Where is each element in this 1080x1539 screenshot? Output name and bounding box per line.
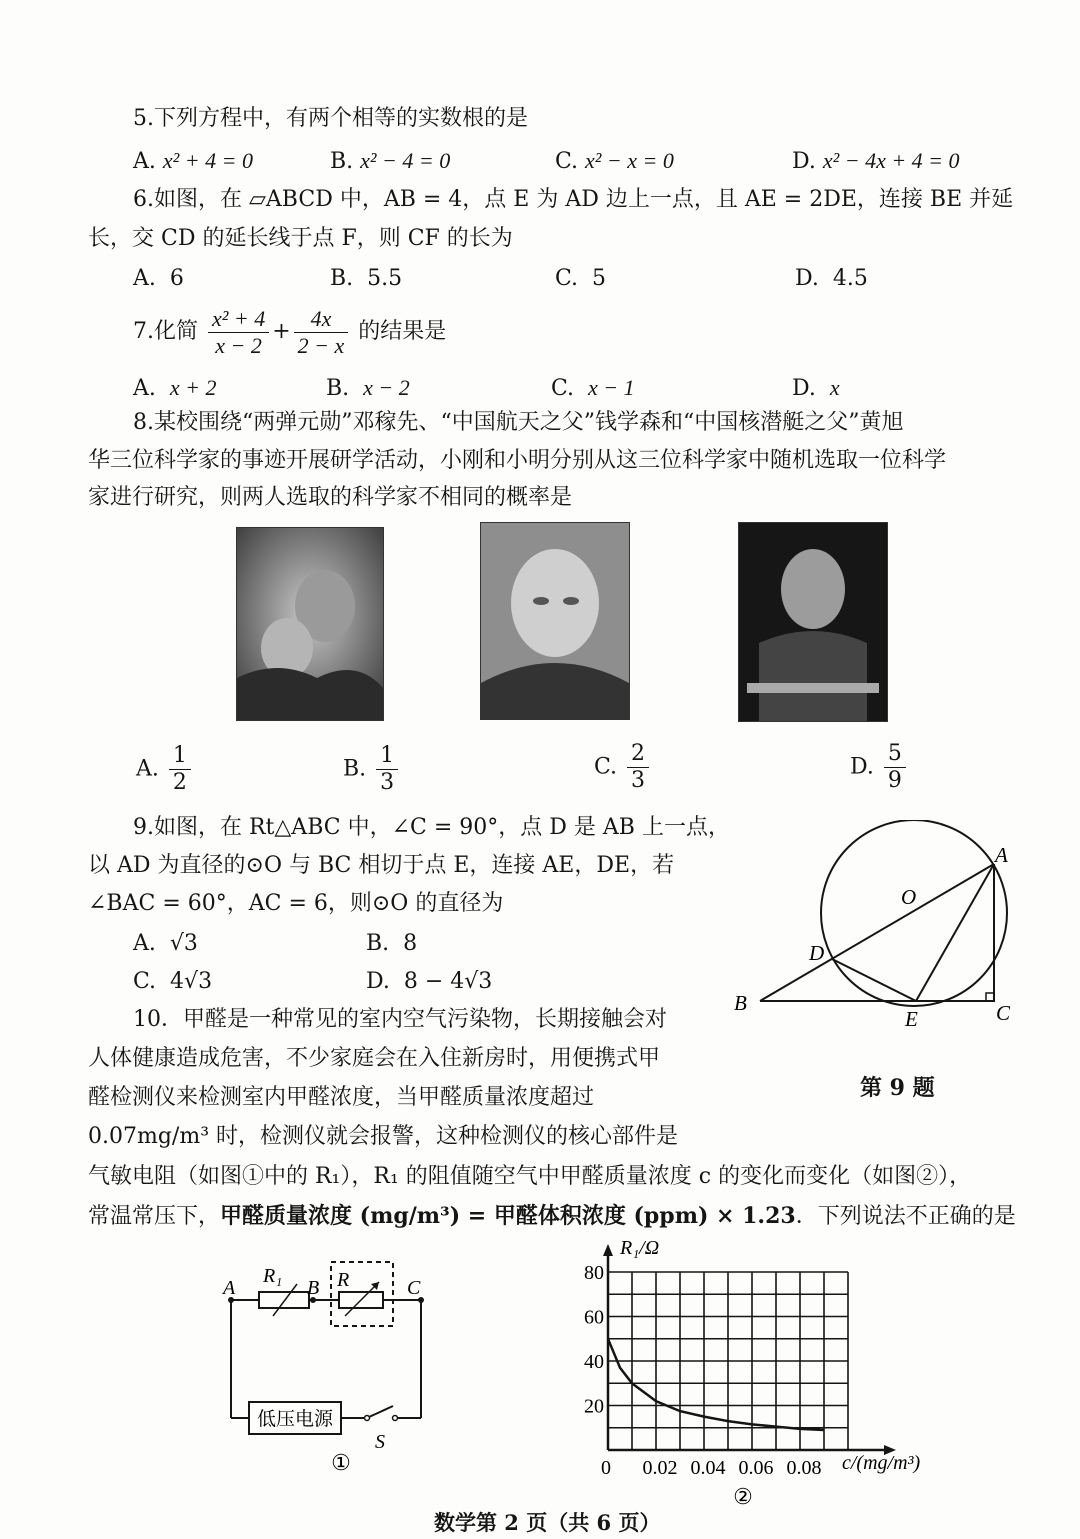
scientist-photo-3	[738, 522, 888, 722]
fraction-denominator: 2 − x	[297, 332, 345, 358]
q5-option-c	[555, 146, 674, 177]
option-value: 5	[592, 266, 607, 291]
q7-option-c	[551, 373, 635, 404]
circuit-caption: ①	[331, 1450, 351, 1475]
option-fraction	[376, 743, 398, 796]
q6-option-a	[133, 264, 184, 294]
circuit-label-r: R	[337, 1269, 350, 1291]
q7-option-d	[792, 373, 840, 404]
option-letter: C.	[555, 149, 579, 174]
fraction-numerator: 2	[627, 741, 649, 768]
q9-line-1: 9.如图，在 Rt△ABC 中，∠C = 90°，点 D 是 AB 上一点，	[133, 815, 730, 840]
fraction-denominator: 9	[887, 768, 902, 793]
q9-option-a	[133, 929, 198, 959]
fraction-denominator: 3	[631, 768, 646, 793]
option-expr: 4√3	[170, 969, 213, 994]
q6-option-d	[795, 264, 868, 294]
q5-stem: 5.下列方程中，有两个相等的实数根的是	[133, 106, 528, 131]
option-letter: D.	[792, 149, 816, 174]
q10-line-2: 人体健康造成危害，不少家庭会在入住新房时，用便携式甲	[88, 1046, 661, 1071]
q10-formula: 甲醛质量浓度 (mg/m³) = 甲醛体积浓度 (ppm) × 1.23	[220, 1203, 796, 1229]
option-letter: D.	[366, 969, 390, 994]
option-expr: 8 − 4√3	[403, 969, 493, 994]
q6-option-b	[330, 264, 402, 294]
q8-line-3: 家进行研究，则两人选取的科学家不相同的概率是	[88, 485, 573, 510]
q9-line-3: ∠BAC = 60°，AC = 6，则⊙O 的直径为	[88, 891, 504, 916]
option-letter: C.	[133, 969, 157, 994]
x-tick-label: 0.02	[642, 1457, 678, 1479]
q10-line-1: 10．甲醛是一种常见的室内空气污染物，长期接触会对	[133, 1007, 667, 1032]
x-tick-label: 0.06	[738, 1457, 774, 1479]
q8-option-b	[343, 743, 401, 796]
option-value: 6	[169, 266, 184, 291]
option-letter: A.	[136, 756, 159, 782]
q8-option-c	[594, 741, 652, 794]
label-c: C	[996, 1001, 1011, 1025]
label-a: A	[995, 843, 1008, 867]
fraction-numerator: 4x	[294, 306, 349, 333]
q8-line-2: 华三位科学家的事迹开展研学活动，小刚和小明分别从这三位科学家中随机选取一位科学	[88, 448, 947, 473]
q8-line-1: 8.某校围绕“两弹元勋”邓稼先、“中国航天之父”钱学森和“中国核潜艇之父”黄旭	[133, 410, 904, 435]
y-tick-label: 40	[584, 1351, 604, 1373]
scientist-photo-2	[480, 522, 630, 720]
option-letter: A.	[133, 266, 156, 291]
q7-suffix: 的结果是	[358, 319, 447, 344]
label-o: O	[901, 885, 917, 909]
fraction-numerator: 1	[376, 743, 398, 770]
x-tick-label: 0	[601, 1457, 611, 1479]
segment-ae	[916, 864, 994, 1001]
graph-ylabel: R₁/Ω	[620, 1237, 660, 1259]
fraction-denominator: 2	[172, 770, 187, 795]
option-letter: B.	[330, 149, 354, 174]
label-e: E	[905, 1007, 918, 1031]
option-letter: A.	[133, 376, 156, 401]
q7-option-a	[133, 373, 217, 404]
option-letter: A.	[133, 149, 156, 174]
circuit-label-s: S	[375, 1431, 385, 1453]
option-expr: x² + 4 = 0	[162, 148, 253, 173]
q10-line-5: 气敏电阻（如图①中的 R₁），R₁ 的阻值随空气中甲醛质量浓度 c 的变化而变化（如图②），	[88, 1164, 972, 1189]
option-expr: 8	[403, 931, 418, 956]
circuit-label-r1: R₁	[263, 1265, 283, 1287]
circuit-diagram	[215, 1252, 445, 1482]
label-b: B	[734, 991, 747, 1015]
option-letter: B.	[330, 266, 354, 291]
option-expr: x	[829, 375, 840, 400]
q5-option-d	[792, 146, 960, 177]
q8-option-a	[136, 743, 194, 796]
option-letter: A.	[133, 931, 156, 956]
q5-option-a	[133, 146, 253, 177]
q9-figure-caption: 第 9 题	[860, 1075, 935, 1101]
fraction-denominator: x − 2	[215, 332, 262, 358]
resistor-r1	[259, 1292, 309, 1308]
option-letter: D.	[850, 754, 874, 780]
q10-line-6-c: ．下列说法不正确的是	[795, 1204, 1016, 1229]
scientist-photo-1	[236, 527, 384, 721]
y-tick-label: 20	[584, 1395, 604, 1418]
page-footer: 数学第 2 页（共 6 页）	[434, 1510, 661, 1535]
q6-line-1: 6.如图，在 ▱ABCD 中，AB = 4，点 E 为 AD 边上一点，且 AE = 2DE，连接 BE 并延	[133, 187, 1014, 212]
x-tick-label: 0.04	[690, 1457, 726, 1479]
option-letter: B.	[326, 376, 350, 401]
q9-line-2: 以 AD 为直径的⊙O 与 BC 相切于点 E，连接 AE，DE，若	[88, 853, 675, 878]
option-letter: B.	[366, 931, 390, 956]
q7-stem	[133, 302, 446, 362]
q7-plus: +	[272, 319, 291, 344]
circle-o	[821, 820, 1007, 1006]
option-letter: B.	[343, 756, 367, 782]
option-expr: x² − x = 0	[585, 148, 674, 173]
option-letter: D.	[792, 376, 816, 401]
option-expr: x² − 4x + 4 = 0	[822, 148, 960, 173]
right-angle-mark	[986, 993, 994, 1001]
circuit-label-a: A	[223, 1277, 236, 1299]
option-letter: D.	[795, 266, 819, 291]
option-value: 4.5	[832, 266, 868, 291]
fraction-numerator: 1	[169, 743, 191, 770]
q9-figure	[720, 820, 1030, 1040]
q7-prefix: 7.化简	[133, 319, 198, 344]
label-d: D	[809, 941, 825, 965]
option-value: 5.5	[367, 266, 403, 291]
y-tick-label: 80	[584, 1262, 604, 1284]
q8-option-d	[850, 741, 909, 794]
option-fraction	[169, 743, 191, 796]
segment-de	[832, 959, 916, 1001]
fraction-denominator: 3	[380, 770, 395, 795]
q5-option-b	[330, 146, 450, 177]
y-axis-arrow	[603, 1244, 613, 1256]
power-supply-label: 低压电源	[256, 1409, 334, 1430]
series-curve	[608, 1339, 824, 1430]
y-tick-label: 60	[584, 1306, 604, 1329]
q10-line-3: 醛检测仪来检测室内甲醛浓度，当甲醛质量浓度超过	[88, 1085, 595, 1110]
graph-xlabel: c/(mg/m³)	[842, 1452, 921, 1474]
option-letter: C.	[594, 754, 618, 780]
option-expr: x − 1	[588, 375, 635, 400]
option-expr: √3	[169, 931, 198, 956]
q6-option-c	[555, 264, 606, 294]
option-expr: x − 2	[363, 375, 410, 400]
option-letter: C.	[555, 266, 579, 291]
q7-fraction-1	[208, 306, 269, 359]
fraction-numerator: 5	[884, 741, 906, 768]
fraction-numerator: x² + 4	[208, 306, 269, 333]
option-expr: x² − 4 = 0	[360, 148, 451, 173]
option-expr: x + 2	[169, 375, 217, 400]
q9-option-c	[133, 967, 212, 997]
switch-s	[369, 1406, 393, 1417]
x-tick-label: 0.08	[786, 1457, 822, 1479]
q7-option-b	[326, 373, 410, 404]
q9-option-d	[366, 967, 492, 997]
q9-option-b	[366, 929, 417, 959]
circuit-label-c: C	[407, 1277, 421, 1299]
circuit-label-b: B	[307, 1277, 320, 1299]
graph-grid	[608, 1272, 848, 1450]
option-fraction	[627, 741, 649, 794]
q7-fraction-2	[294, 306, 349, 359]
graph-caption: ②	[733, 1484, 753, 1509]
q6-line-2: 长，交 CD 的延长线于点 F，则 CF 的长为	[88, 226, 513, 251]
q10-line-4: 0.07mg/m³ 时，检测仪就会报警，这种检测仪的核心部件是	[88, 1124, 679, 1149]
r1-concentration-graph	[560, 1232, 960, 1537]
option-fraction	[884, 741, 906, 794]
q10-line-6-a: 常温常压下，	[88, 1204, 221, 1229]
option-letter: C.	[551, 376, 575, 401]
q10-line-6	[88, 1201, 1016, 1232]
